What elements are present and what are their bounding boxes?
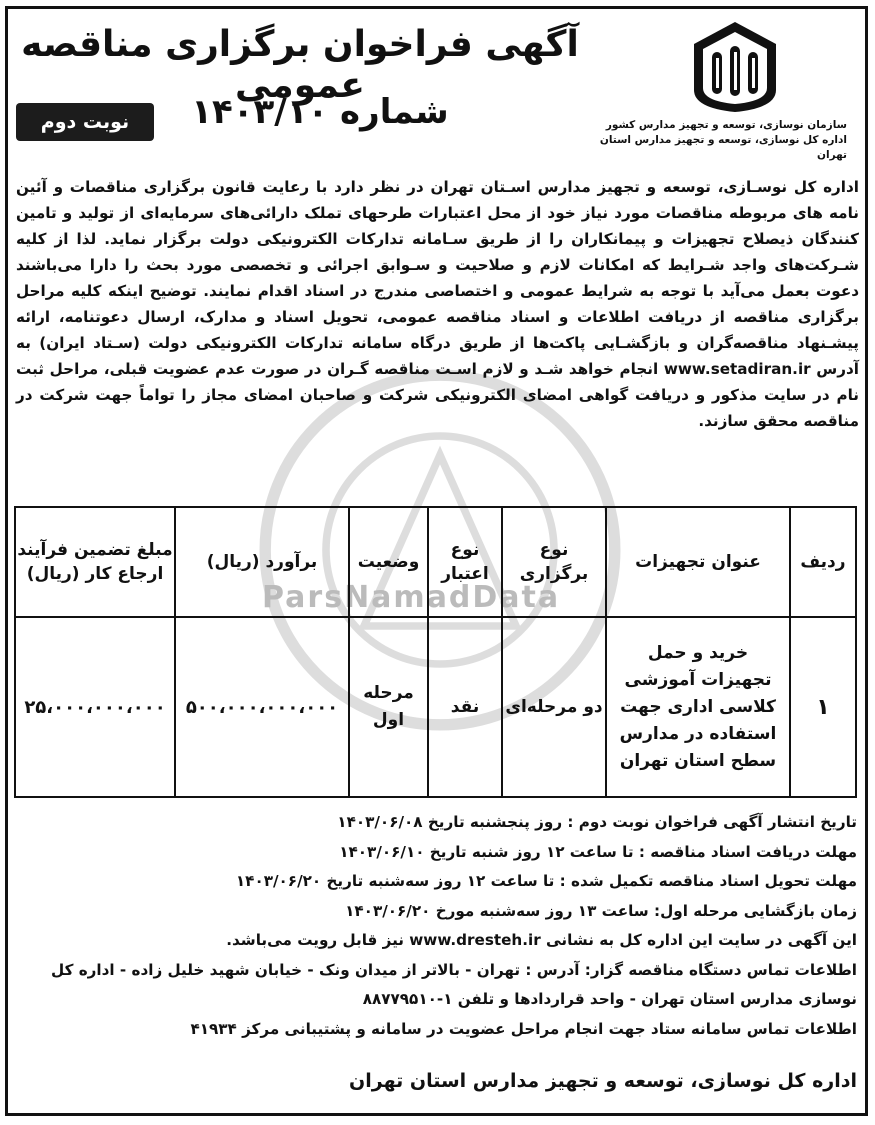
contact-info: اطلاعات تماس دستگاه مناقصه گزار: آدرس : تهران - بالاتر از میدان ونک - خیابان شهید خلیل زاده - اداره کل نوسازی مدارس استان تهران - واحد قراردادها و تلفن ۱-۸۸۷۷۹۵۱۰ — [51, 960, 857, 1008]
header-row-no: ردیف — [790, 507, 856, 617]
watermark-text: ParsNamadData — [262, 580, 561, 615]
website-note-after: نیز قابل رویت می‌باشد. — [226, 931, 410, 949]
cell-estimate: ۵۰۰،۰۰۰،۰۰۰،۰۰۰ — [175, 617, 349, 797]
cell-procedure: دو مرحله‌ای — [502, 617, 606, 797]
intro-org-name: اداره کل نوسـازی، توسعه و تجهیز مدارس اسـتان تهران — [430, 178, 859, 196]
setad-contact: اطلاعات تماس سامانه ستاد جهت انجام مراحل عضویت در سامانه و پشتیبانی مرکز ۴۱۹۳۴ — [190, 1019, 857, 1038]
publication-round-badge: نوبت دوم — [16, 103, 154, 141]
education-organization-logo-icon — [690, 18, 780, 114]
website-note-before: این آگهی در سایت این اداره کل به نشانی — [540, 931, 857, 949]
doc-receipt-deadline: مهلت دریافت اسناد مناقصه : تا ساعت ۱۲ روز شنبه تاریخ ۱۴۰۳/۰۶/۱۰ — [339, 842, 857, 861]
header-procedure: نوع برگزاری — [502, 507, 606, 617]
table-header-row — [15, 507, 856, 617]
header-estimate: برآورد (ریال) — [175, 507, 349, 617]
cell-title: خرید و حمل تجهیزات آموزشی کلاسی اداری جهت استفاده در مدارس سطح استان تهران — [606, 617, 790, 797]
organization-caption — [597, 118, 847, 163]
opening-time: زمان بازگشایی مرحله اول: ساعت ۱۳ روز سه‌شنبه مورخ ۱۴۰۳/۰۶/۲۰ — [345, 901, 857, 920]
setadiran-link[interactable]: www.setadiran.ir — [663, 360, 811, 378]
notice-number: شماره ۱۴۰۳/۱۰ — [191, 92, 449, 132]
footer-signature: اداره کل نوسازی، توسعه و تجهیز مدارس استان تهران — [349, 1070, 857, 1092]
header-status: وضعیت — [349, 507, 428, 617]
intro-paragraph — [16, 174, 859, 434]
cell-credit: نقد — [428, 617, 502, 797]
tender-table — [14, 506, 857, 798]
tender-details — [14, 808, 857, 1044]
org-caption-line1: سازمان نوسازی، توسعه و تجهیز مدارس کشور — [605, 119, 847, 131]
intro-text-part1: در نظر دارد با رعایت قانون برگزاری مناقصات و آئین نامه های مربوطه مناقصات مورد نیاز خود از محل اعتبارات طرحهای تملک دارائی‌های سرمایه‌ای از تولید و تامین کنندگان ذیصلاح تجهیزات و پیمانکاران را از طریق سـامانه تدارکات الکترونیکی دولت برگزار نماید. لذا از کلیه شـرکت‌های واجد شـرایط که امکانات لازم و صلاحیت و سـوابق اجرائی و تخصصی مورد بحث را دارا می‌باشند دعوت بعمل می‌آید با توجه به شرایط عمومی و اختصاصی مندرج در اسناد اقدام نمایند. توضیح اینکه کلیه مراحل برگزاری مناقصه از دریافت اطلاعات و اسناد مناقصه عمومی، تحویل اسناد و مدارک، ارسال دعوتنامه، ارائه پیشـنهاد مناقصه‌گران و بازگشـایی پاکت‌ها از طریق درگاه سامانه تدارکات الکترونیکی دولت (سـتاد ایران) به آدرس — [16, 178, 859, 378]
cell-guarantee: ۲۵،۰۰۰،۰۰۰،۰۰۰ — [15, 617, 175, 797]
header-credit: نوع اعتبار — [428, 507, 502, 617]
website-note — [14, 926, 857, 956]
cell-row-no: ۱ — [790, 617, 856, 797]
table-row — [15, 617, 856, 797]
cell-status: مرحله اول — [349, 617, 428, 797]
doc-submission-deadline: مهلت تحویل اسناد مناقصه تکمیل شده : تا ساعت ۱۲ روز سه‌شنبه تاریخ ۱۴۰۳/۰۶/۲۰ — [235, 872, 857, 890]
header-guarantee: مبلغ تضمین فرآیند ارجاع کار (ریال) — [15, 507, 175, 617]
header-title: عنوان تجهیزات — [606, 507, 790, 617]
publish-date: تاریخ انتشار آگهی فراخوان نوبت دوم : روز پنجشنبه تاریخ ۱۴۰۳/۰۶/۰۸ — [337, 813, 857, 831]
dresteh-link[interactable]: www.dresteh.ir — [409, 931, 541, 949]
intro-text-part2: انجام خواهد شـد و لازم اسـت مناقصه گـران در صورت عدم عضویت قبلی، مراحل ثبت نام در سایت مذکور و دریافت گواهی امضای الکترونیکی شرکت و صاحبان امضای مجاز را تواماً جهت شرکت در مناقصه محقق سازند. — [16, 360, 859, 430]
org-caption-line2: اداره کل نوسازی، توسعه و تجهیز مدارس استان تهران — [599, 134, 847, 161]
notice-title: آگهی فراخوان برگزاری مناقصه عمومی — [21, 24, 579, 106]
